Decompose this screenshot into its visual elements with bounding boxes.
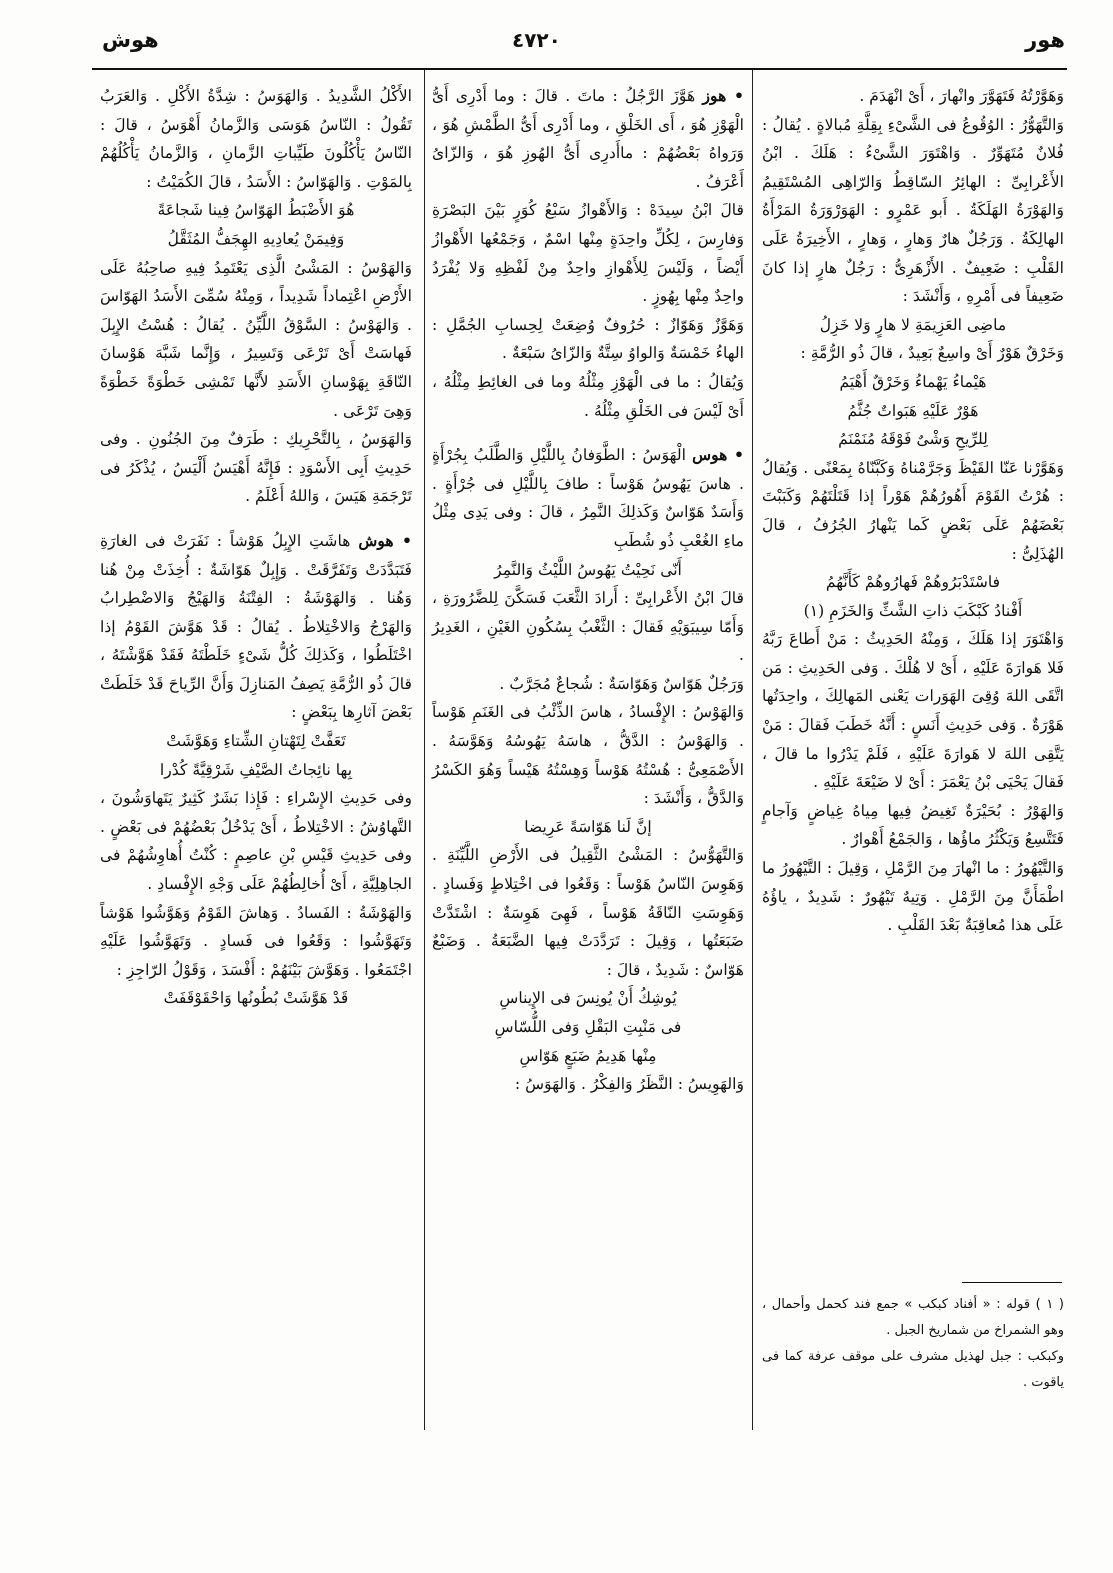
entry-text: وَخَرْقٌ هَوْرٌ أَىْ واسِعٌ بَعِيدٌ ، قالَ ذُو الرُّمَّةِ : — [800, 344, 1064, 363]
entry-paragraph — [100, 784, 412, 898]
entry-paragraph — [762, 854, 1064, 940]
verse-line — [432, 984, 744, 1013]
entry-text: وَهَوَّرْتُهُ فَتَهَوَّرَ وانْهارَ ، أَىْ انْهَدَمَ . — [859, 87, 1064, 105]
verse-line — [432, 813, 744, 842]
entry-paragraph — [100, 82, 412, 196]
header-left-word: هوش — [102, 28, 159, 52]
verse-line — [100, 225, 412, 254]
entry-paragraph — [762, 797, 1064, 854]
entry-paragraph — [432, 441, 744, 555]
text-column-left — [100, 82, 412, 1013]
entry-text: وَرَجُلٌ هَوّاسٌ وَهَوّاسَةٌ : شُجاعٌ مُجَرَّبٌ . — [499, 674, 744, 693]
verse-line — [100, 984, 412, 1013]
entry-paragraph — [100, 899, 412, 985]
entry-text: قالَ ابْنُ الأَعْرابِىِّ : أَرادَ الثَّعَبَ فَسَكَّنَ لِلضَّرُورَةِ ، وَأَمّا سِيبَوَيْهِ فَقالَ : الثَّغْبُ بِسُكُونِ الغَيْنِ ، الغَدِيرُ . — [432, 589, 744, 665]
entry-text: الأَكْلُ الشَّدِيدُ . وَالهَوَسُ : شِدَّةُ الأَكْلِ . وَالعَرَبُ تَقُولُ : النّاسُ هَوَسَى وَالزَّمانُ أَهْوَسُ ، قالَ : النّاسُ يَأْكُلُونَ طَيِّباتِ الزَّمانِ ، وَالزَّمانُ يَأْكُلُهُمْ بِالمَوْتِ . وَالهَوّاسُ : الأَسَدُ ، قالَ الكُمَيْتُ : — [100, 87, 412, 191]
entry-text: وَالهَوَسُ ، بِالتَّحْرِيكِ : طَرَفٌ مِنَ الجُنُونِ . وفى حَدِيثِ أَبِى الأَسْوَدِ : فَإِنَّهُ أَهْيَسُ أَلْيَسُ ، يُذْكَرُ فى تَرْجَمَةِ هَيَسَ ، وَاللهُ أَعْلَمُ . — [100, 430, 412, 506]
footnote-line: ( ١ ) قوله : « أفناد كبكب » جمع فند كحمل وأحمال ، وهو الشمراخ من شماريخ الجبل . — [762, 1297, 1064, 1338]
verse-line — [762, 368, 1064, 397]
text-column-right — [762, 82, 1064, 940]
entry-text: هَوْرٌ عَلَيْهِ هَبَواتٌ جُثَّمُ — [847, 401, 979, 420]
verse-line — [762, 425, 1064, 454]
entry-text: وَهَوَّرْنا عَنّا القَيْظَ وَجَرَّمْناهُ وَكَبَّنّاهُ بِمَعْنًى . وَيُقالُ : هُرْتُ القَوْمَ أَهُورُهُمْ هَوْراً إذا قَتَلْتَهُمْ وَكَبَبْتَ بَعْضَهُمْ عَلَى بَعْضٍ كَما يَنْهارُ الجُرُفُ ، قالَ الهُذَلِىُّ : — [762, 458, 1064, 563]
entry-text: أَنّى نَحِيْتُ يَهُوسُ اللَّيْثُ وَالنَّمِرُ — [494, 560, 682, 579]
entry-text: إنَّ لَنا هَوّاسَةً عَرِيضا — [524, 817, 652, 836]
entry-text: قالَ ابْنُ سِيدَهْ : وَالأَهْوازُ سَبْعُ كُوَرٍ بَيْنَ البَصْرَةِ وَفارِسَ ، لِكُلِّ واحِدَةٍ مِنْها اسْمٌ ، وَجَمْعُها الأَهْوازُ أَيْضاً ، وَلَيْسَ لِلأَهْوازِ واحِدٌ مِنْ لَفْظِهِ وَلا يُفْرَدُ واحِدٌ مِنْها بِهُوزٍ . — [432, 201, 744, 306]
verse-line — [762, 597, 1064, 626]
entry-paragraph — [762, 111, 1064, 311]
verse-line — [762, 568, 1064, 597]
entry-headword: • هوز — [702, 86, 744, 105]
header-rule — [92, 68, 1067, 70]
entry-paragraph — [762, 339, 1064, 368]
entry-paragraph — [100, 527, 412, 727]
page-number: ٤٧٢٠ — [512, 28, 561, 52]
entry-text: وفى حَدِيثِ الإِسْراءِ : فَإِذا بَشَرٌ كَثِيرٌ يَتَهاوَشُونَ ، التَّهاوُشُ : الاخْتِلاطُ ، أَىْ يَدْخُلُ بَعْضُهُمْ فى بَعْضٍ . وفى حَدِيثِ قَيْسِ بْنِ عاصِمٍ : كُنْتُ أُهاوِشُهُمْ فى الجاهِلِيَّةِ ، أَىْ أُخالِطُهُمْ عَلَى وَجْهِ الإِفْسادِ . — [100, 789, 412, 894]
footnote-rule — [962, 1282, 1062, 1283]
entry-text: تَعَفَّتْ لِتَهْتانِ الشِّتاءِ وَهَوَّشَتْ — [166, 732, 346, 751]
entry-paragraph — [432, 368, 744, 425]
entry-text: الْهَوَسُ : الطَّوَفانُ بِاللَّيْلِ وَالطَّلَبُ بِجُرْأَةٍ . هاسَ يَهُوسُ هَوْساً : طافَ بِاللَّيْلِ فى جُرْأَةٍ . وَأَسَدٌ هَوّاسٌ وَكَذلِكَ النَّمِرُ ، قالَ : وفى يَدِى مِثْلُ ماءِ الغُعْبِ ذُو شُطَبِ — [432, 446, 744, 550]
verse-line — [762, 397, 1064, 426]
entry-text: فاسْتَدْبَرُوهُمْ فَهارُوهُمْ كَأَنَّهُمُ — [825, 573, 1001, 592]
verse-line — [100, 727, 412, 756]
entry-text: وَالهَوْسُ : الإِفْسادُ ، هاسَ الذِّئْبُ فى الغَنَمِ هَوْساً . وَالهَوْسُ : الدَّقُّ ، هاسَهُ يَهُوسُهُ وَهَوَّسَهُ . الأَصْمَعِىُّ : هُسْتُهُ هَوْساً وَهِسْتُهُ هَيْساً وَهُوَ الكَسْرُ وَالدَّقُّ ، وَأَنْشَدَ : — [432, 703, 744, 808]
entry-text: وَالهَوْرُ : بُحَيْرَةٌ تَغِيضُ فِيها مِياهُ غِياضٍ وَآجامٍ فَتَتَّسِعُ وَيَكْثُرُ ماؤُها ، وَالجَمْعُ أَهْوارٌ . — [762, 801, 1064, 849]
verse-line — [762, 311, 1064, 340]
entry-text: ماضِى العَزِيمَةِ لا هارٍ وَلا خَزِلُ — [819, 315, 1007, 334]
entry-text: وَالهَوْشَةُ : الفَسادُ . وَهاشَ القَوْمُ وَهَوَّشُوا هَوْشاً وَتَهَوَّشُوا : وَقَعُوا فى فَسادٍ . وَتَهَوَّشُوا عَلَيْهِ اجْتَمَعُوا . وَهَوَّشَ بَيْنَهُمْ : أَفْسَدَ ، وَقَوْلُ الرّاجِزِ : — [100, 903, 412, 979]
entry-paragraph — [100, 254, 412, 426]
entry-paragraph — [432, 311, 744, 368]
entry-text: مِنْها هَدِيمُ ضَبَعٍ هَوّاسِ — [519, 1046, 657, 1065]
entry-text: أَفْنادُ كَبْكَبَ ذاتِ الشَّثِّ وَالخَزَمِ (١) — [803, 601, 1023, 620]
column-divider — [752, 70, 753, 1430]
verse-line — [432, 1013, 744, 1042]
entry-text: وَالتَّهَوُّرُ : الوُقُوعُ فى الشَّىْءِ بِقِلَّةِ مُبالاةٍ . يُقالُ : فُلانٌ مُتَهَوِّرٌ . وَاهْتَوَرَ الشَّىْءُ : هَلَكَ . ابْنُ الأَعْرابِىِّ : الهائِرُ السّاقِطُ وَالرّاهِى المُسْتَقِيمُ وَالهَوْرَةُ الهَلَكَةُ . أَبو عَمْرٍو : الهَوَرْوَرَةُ المَرْأَةُ الهالِكَةُ . وَرَجُلٌ هارٌ وَهارٍ ، وَهارٍ ، الأَخِيرَةُ عَلَى القَلْبِ : ضَعِيفٌ . الأَزْهَرِىُّ : رَجُلٌ هارٍ إذا كانَ ضَعِيفاً فى أَمْرِهِ ، وَأَنْشَدَ : — [762, 115, 1064, 306]
entry-paragraph — [432, 1070, 744, 1099]
entry-text: بِها نائِجاتُ الصَّيْفِ شَرْقِيَّةً كُدْرا — [159, 760, 353, 779]
entry-text: وَالهَوْسُ : المَشْىُ الَّذِى يَعْتَمِدُ فِيهِ صاحِبُهُ عَلَى الأَرْضِ اعْتِماداً شَدِيداً ، وَمِنْهُ سُمِّىَ الأَسَدُ الهَوّاسَ . وَالهَوْسُ : السَّوْقُ اللَّيِّنُ . يُقالُ : هُسْتُ الإِبِلَ فَهاسَتْ أَىْ تَرْعَى وَتَسِيرُ ، وَإِنَّما شَبَّهَ هَوْسانَ النّاقَةِ بِهَوْسانِ الأَسَدِ لأَنَّها تَمْشِى خَطْوَةً خَطْوَةً وَهِىَ تَرْعَى . — [100, 258, 412, 420]
entry-text: هُوَ الأَضْبَطُ الهَوّاسُ فِينا شَجاعَةً — [157, 201, 355, 220]
entry-text: يُوشِكُ أَنْ يُونِسَ فى الإِيناسِ — [499, 989, 677, 1008]
verse-line — [432, 1042, 744, 1071]
entry-paragraph — [432, 82, 744, 196]
entry-paragraph — [432, 841, 744, 984]
entry-paragraph — [762, 454, 1064, 568]
entry-text: هَوَّزَ الرَّجُلُ : ماتَ . قالَ : وما أَدْرِى أَىُّ الْهَوْزِ هُوَ ، أَى الخَلْقِ ، وما أَدْرِى أَىُّ الطَّمْشِ هُوَ ، وَرَواهُ بَعْضُهُمْ : ماأَدرِى أَىُّ الهُوزِ هُوَ ، وَالزّاىُ أَعْرَفُ . — [432, 87, 744, 191]
entry-text: وَفِيمَنْ يُعادِيهِ الهِجَفُّ المُثَقَّلُ — [167, 229, 345, 248]
entry-paragraph — [432, 196, 744, 310]
entry-text: هَيْماءُ يَهْماءُ وَخَرْقٌ أَهْيَمُ — [839, 372, 987, 391]
entry-text: وَاهْتَوَرَ إذا هَلَكَ ، وَمِنْهُ الحَدِيثُ : مَنْ أَطاعَ رَبَّهُ فَلا هَوارَةَ عَلَيْهِ ، أَىْ لا هُلْكَ . وَفى الحَدِيثِ : مَن اتَّقَى اللهَ وُقِىَ الهَوَرات يَعْنى المَهالِكَ ، واحِدَتُها هَوْرَةٌ . وَفى حَدِيثِ أَنَسٍ : أَنَّهُ خَطَبَ فَقالَ : مَنْ يَتَّقِى اللهَ لا هَوارَةَ عَلَيْهِ ، فَلَمْ يَدْرُوا ما قالَ ، فَقالَ يَحْيَى بْنُ يَعْمَرَ : أَىْ لا ضَيْعَةَ عَلَيْهِ . — [762, 630, 1064, 792]
verse-line — [432, 556, 744, 585]
entry-paragraph — [100, 425, 412, 511]
entry-paragraph — [762, 625, 1064, 797]
footnote-line: وكبكب : جبل لهذيل مشرف على موقف عرفة كما فى ياقوت . — [762, 1349, 1064, 1390]
verse-line — [100, 756, 412, 785]
column-divider — [424, 70, 425, 1430]
entry-text: وَالهَوِيسُ : النَّظَرُ وَالفِكْرُ . وَالهَوَسُ : — [514, 1075, 744, 1094]
entry-paragraph — [432, 584, 744, 670]
entry-text: هاشَتِ الإِبِلُ هَوْشاً : نَفَرَتْ فى الغارَةِ فَتَبَدَّدَتْ وَتَفَرَّقَتْ . وَإِبِلٌ هَوّاشَةٌ : أُخِذَتْ مِنْ هُنا وَهُنا . وَالهَوْشَةُ : الفِتْنَةُ وَالهَيْجُ وَالاضْطِرابُ وَالهَرْجُ وَالاخْتِلاطُ . يُقالُ : قَدْ هَوَّشَ القَوْمُ إذا اخْتَلَطُوا ، وَكَذلِكَ كُلُّ شَىْءٍ خَلَطْتَهُ فَقَدْ هَوَّشْتَهُ ، قالَ ذُو الرُّمَّةِ يَصِفُ المَنازِلَ وَأَنَّ الرِّياحَ قَدْ خَلَطَتْ بَعْضَ آثارِها بِبَعْضٍ : — [100, 531, 412, 722]
entry-text: وَهَوَّزٌ وَهَوّازٌ : حُرُوفٌ وُضِعَتْ لِحِسابِ الجُمَّلِ : الهاءُ خَمْسَةٌ وَالواوُ سِتَّةٌ وَالزّاىُ سَبْعَةٌ . — [432, 315, 744, 363]
entry-text: لِلرِّيحِ وَشْىٌ فَوْقَهُ مُنَمْنَمُ — [838, 430, 988, 449]
entry-text: وَالتَّيْهُورُ : ما انْهارَ مِنَ الرَّمْلِ ، وَقِيلَ : التَّيْهُورُ ما اطْمَأَنَّ مِنَ الرَّمْلِ . وَتِيهٌ تَيْهُورٌ : شَدِيدٌ ، ياؤُهُ عَلَى هذا مُعاقِبَةٌ بَعْدَ القَلْبِ . — [762, 859, 1064, 935]
verse-line — [100, 196, 412, 225]
entry-text: قَدْ هَوَّشَتْ بُطُونُها وَاحْقَوْقَفَتْ — [163, 989, 349, 1008]
entry-text: وَيُقالُ : ما فى الْهَوْزِ مِثْلُهُ وما فى الغائِطِ مِثْلُهُ ، أَىْ لَيْسَ فى الخَلْقِ مِثْلُهُ . — [432, 372, 744, 420]
entry-paragraph — [432, 698, 744, 812]
entry-headword: • هوش — [358, 530, 412, 550]
entry-paragraph — [432, 670, 744, 699]
entry-text: فى مَنْبِتِ البَقْلِ وَفى اللُّسّاسِ — [494, 1018, 682, 1036]
text-column-middle — [432, 82, 744, 1099]
entry-paragraph — [762, 82, 1064, 111]
footnote — [762, 1292, 1064, 1396]
header-right-word: هور — [1025, 28, 1065, 52]
entry-text: وَالتَّهَوُّسُ : المَشْىُ الثَّقِيلُ فى الأَرْضِ اللَّيِّنَةِ . وَهَوِسَ النّاسُ هَوْساً : وَقَعُوا فى اخْتِلاطٍ وَفَسادٍ . وَهَوِسَتِ النّاقَةُ هَوْساً ، فَهِىَ هَوِسَةٌ : اشْتَدَّتْ ضَبَعَتُها ، وَقِيلَ : تَرَدَّدَتْ فِيها الضَّبَعَةُ . وَضَبْعٌ هَوّاسٌ : شَدِيدٌ ، قالَ : — [432, 846, 744, 979]
entry-headword: • هوس — [692, 445, 744, 465]
